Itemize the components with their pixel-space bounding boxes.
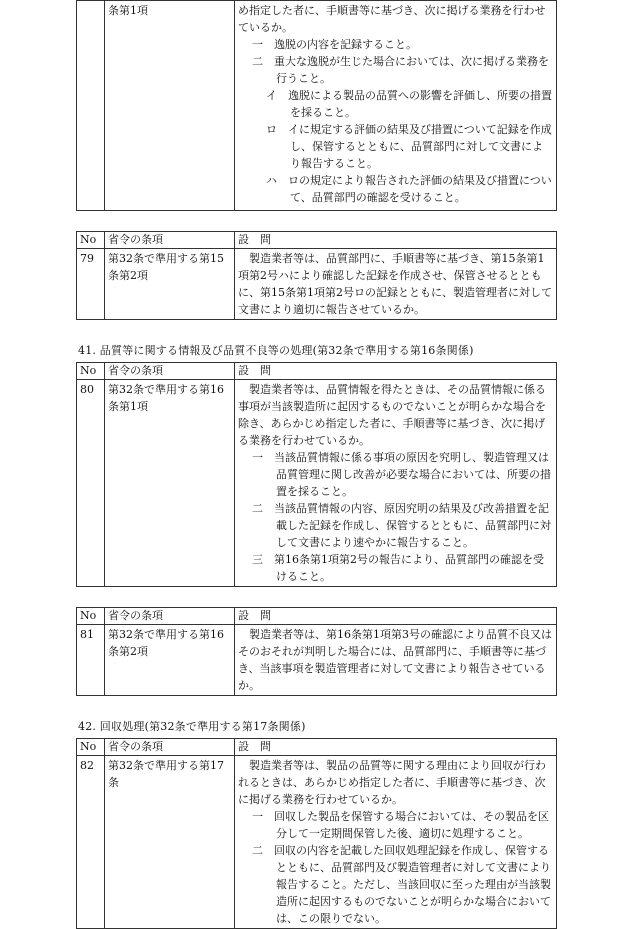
no-cell: 80 bbox=[77, 380, 105, 587]
header-question: 設 問 bbox=[235, 232, 557, 249]
section-title-41: 41. 品質等に関する情報及び品質不良等の処理(第32条で準用する第16条関係) bbox=[78, 344, 474, 357]
question-lead: め指定した者に、手順書等に基づき、次に掲げる業務を行わせているか。 bbox=[238, 4, 546, 34]
no-cell: 79 bbox=[77, 249, 105, 320]
table-80 bbox=[76, 362, 557, 587]
list-item: 三 第16条第1項第2号の報告により、品質部門の確認を受けること。 bbox=[252, 553, 544, 583]
section-title-42: 42. 回収処理(第32条で準用する第17条関係) bbox=[78, 720, 306, 733]
document-page bbox=[76, 0, 556, 929]
question-cell bbox=[235, 249, 557, 320]
header-no: No bbox=[77, 363, 105, 380]
question-cell bbox=[235, 625, 557, 696]
list-subitem: イ 逸脱による製品の品質への影響を評価し、所要の措置を採ること。 bbox=[266, 89, 552, 119]
table-row bbox=[77, 249, 557, 320]
header-article: 省令の条項 bbox=[105, 363, 235, 380]
list-item: 一 当該品質情報に係る事項の原因を究明し、製造管理又は品質管理に関し改善が必要な場合においては、所要の措置を採ること。 bbox=[252, 451, 551, 498]
list-subitem: ハ ロの規定により報告された評価の結果及び措置について、品質部門の確認を受けること。 bbox=[266, 174, 552, 204]
header-row bbox=[77, 608, 557, 625]
question-cell bbox=[235, 756, 557, 929]
list-item: 一 回収した製品を保管する場合においては、その製品を区分して一定期間保管した後、適切に処理すること。 bbox=[252, 810, 549, 840]
table-row bbox=[77, 1, 557, 211]
question-text: 製造業者等は、品質情報を得たときは、その品質情報に係る事項が当該製造所に起因するものでないことが明らかな場合を除き、あらかじめ指定した者に、手順書等に基づき、次に掲げる業務を行わせているか。 bbox=[238, 383, 546, 447]
header-no: No bbox=[77, 232, 105, 249]
no-cell: 81 bbox=[77, 625, 105, 696]
table-row bbox=[77, 756, 557, 929]
list-subitem: ロ イに規定する評価の結果及び措置について記録を作成し、保管するとともに、品質部門に対して文書により報告すること。 bbox=[266, 123, 552, 170]
article-cell: 第32条で準用する第16条第2項 bbox=[105, 625, 235, 696]
question-cell bbox=[235, 380, 557, 587]
header-article: 省令の条項 bbox=[105, 739, 235, 756]
list-item: 一 逸脱の内容を記録すること。 bbox=[252, 38, 417, 51]
list-item: 二 当該品質情報の内容、原因究明の結果及び改善措置を記載した記録を作成し、保管するとともに、品質部門に対して文書により速やかに報告すること。 bbox=[252, 502, 551, 549]
table-82 bbox=[76, 738, 557, 929]
header-article: 省令の条項 bbox=[105, 232, 235, 249]
header-row bbox=[77, 363, 557, 380]
article-cell: 第32条で準用する第17条 bbox=[105, 756, 235, 929]
article-cell: 条第1項 bbox=[105, 1, 235, 211]
header-no: No bbox=[77, 739, 105, 756]
header-article: 省令の条項 bbox=[105, 608, 235, 625]
question-cell bbox=[235, 1, 557, 211]
article-cell: 第32条で準用する第16条第1項 bbox=[105, 380, 235, 587]
article-cell: 第32条で準用する第15条第2項 bbox=[105, 249, 235, 320]
question-text: 製造業者等は、製品の品質等に関する理由により回収が行われるときは、あらかじめ指定した者に、手順書等に基づき、次に掲げる業務を行わせているか。 bbox=[238, 759, 546, 806]
list-item: 二 重大な逸脱が生じた場合においては、次に掲げる業務を行うこと。 bbox=[252, 55, 549, 85]
table-row bbox=[77, 625, 557, 696]
question-text: 製造業者等は、品質部門に、手順書等に基づき、第15条第1項第2号ハにより確認した記録を作成させ、保管させるとともに、第15条第1項第2号ロの記録とともに、製造管理者に対して文書により適切に報告させているか。 bbox=[238, 252, 552, 316]
header-question: 設 問 bbox=[235, 608, 557, 625]
header-row bbox=[77, 739, 557, 756]
header-row bbox=[77, 232, 557, 249]
table-79 bbox=[76, 231, 557, 320]
header-no: No bbox=[77, 608, 105, 625]
question-text: 製造業者等は、第16条第1項第3号の確認により品質不良又はそのおそれが判明した場合には、品質部門に、手順書等に基づき、当該事項を製造管理者に対して文書により報告させているか。 bbox=[238, 628, 552, 692]
no-cell bbox=[77, 1, 105, 211]
header-question: 設 問 bbox=[235, 739, 557, 756]
table-81 bbox=[76, 607, 557, 696]
continuation-table bbox=[76, 0, 557, 211]
list-item: 二 回収の内容を記載した回収処理記録を作成し、保管するとともに、品質部門及び製造管理者に対して文書により報告すること。ただし、当該回収に至った理由が当該製造所に起因するものでないことが明らかな場合においては、この限りでない。 bbox=[252, 844, 551, 925]
table-row bbox=[77, 380, 557, 587]
header-question: 設 問 bbox=[235, 363, 557, 380]
no-cell: 82 bbox=[77, 756, 105, 929]
